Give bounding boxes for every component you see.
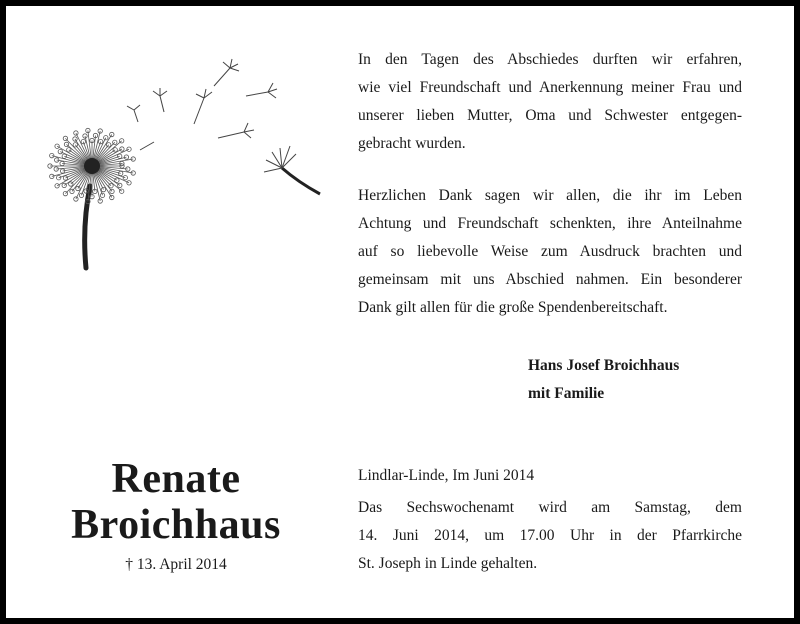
text-line: gebracht wurden.	[358, 135, 466, 152]
gratitude-paragraph	[358, 182, 742, 322]
deceased-last-name: Broichhaus	[71, 502, 281, 548]
text-line: Lindlar-Linde, Im Juni 2014	[358, 467, 535, 484]
text-line: Dank gilt allen für die große Spendenbereitschaft.	[358, 299, 668, 316]
dandelion-illustration	[36, 46, 336, 276]
text-line: Herzlichen Dank sagen wir allen, die ihr im Leben	[358, 187, 742, 204]
text-line: Achtung und Freundschaft schenkten, ihre Anteilnahme	[358, 215, 742, 232]
place-date	[358, 462, 742, 490]
text-line: gemeinsam mit uns Abschied nahmen. Ein besonderer	[358, 271, 742, 288]
deceased-name-block	[46, 456, 306, 574]
text-line: Das Sechswochenamt wird am Samstag, dem	[358, 499, 742, 516]
text-line: wie viel Freundschaft und Anerkennung meiner Frau und	[358, 79, 742, 96]
text-line: 14. Juni 2014, um 17.00 Uhr in der Pfarrkirche	[358, 527, 742, 544]
text-line: In den Tagen des Abschiedes durften wir erfahren,	[358, 51, 742, 68]
deceased-first-name: Renate	[111, 456, 241, 502]
signature-name: Hans Josef Broichhaus	[528, 357, 680, 374]
signature	[528, 352, 679, 408]
text-line: auf so liebevolle Weise zum Ausdruck brachten und	[358, 243, 742, 260]
thanks-paragraph	[358, 46, 742, 158]
mass-notice-paragraph	[358, 494, 742, 578]
text-line: unserer lieben Mutter, Oma und Schwester entgegen-	[358, 107, 742, 124]
death-date: † 13. April 2014	[125, 556, 227, 573]
text-line: St. Joseph in Linde gehalten.	[358, 555, 538, 572]
signature-family: mit Familie	[528, 385, 605, 402]
obituary-card	[6, 6, 794, 618]
